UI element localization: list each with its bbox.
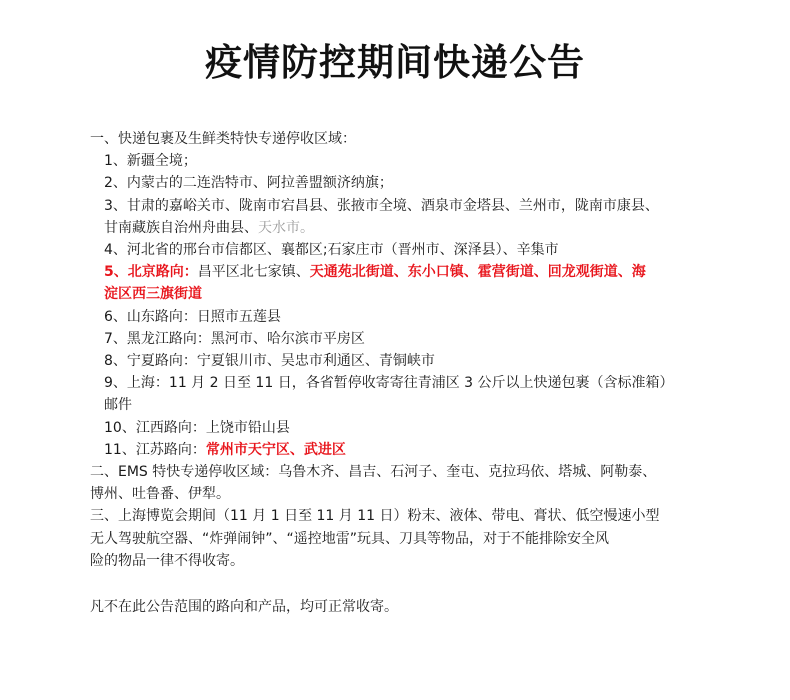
list-item [90, 372, 710, 416]
section3-line: 险的物品一律不得收寄。 [90, 552, 244, 569]
section2 [90, 461, 710, 505]
list-item [90, 195, 710, 239]
announcement-body [90, 128, 710, 618]
list-item [90, 439, 710, 461]
page-title: 疫情防控期间快递公告 [205, 41, 585, 84]
faint-text: 天水市。 [258, 219, 314, 236]
section2-line: 博州、吐鲁番、伊犁。 [90, 486, 230, 503]
highlight-text: 5、北京路向： [104, 264, 198, 281]
list-item-text: 甘南藏族自治州舟曲县、 [104, 219, 258, 236]
section1-heading: 一、快递包裹及生鲜类特快专递停收区域： [90, 131, 356, 147]
section3-line: 三、上海博览会期间（11 月 1 日至 11 月 11 日）粉末、液体、带电、膏状、低空慢速小型 [90, 508, 660, 525]
section3 [90, 505, 710, 572]
footer-note: 凡不在此公告范围的路向和产品，均可正常收寄。 [90, 599, 398, 616]
list-item: 4、河北省的邢台市信都区、襄都区;石家庄市（晋州市、深泽县）、辛集市 [104, 242, 559, 259]
list-item-line [104, 261, 710, 283]
highlight-text: 天通苑北街道、东小口镇、霍营街道、回龙观街道、海 [309, 264, 646, 281]
spacer [90, 572, 710, 596]
list-item-line [104, 217, 710, 239]
list-item-line: 9、上海：11 月 2 日至 11 日，各省暂停收寄寄往青浦区 3 公斤以上快递包裹（含标准箱） [104, 375, 674, 392]
highlight-text: 淀区西三旗街道 [104, 286, 202, 303]
list-item [90, 261, 710, 305]
list-item-text: 昌平区北七家镇、 [197, 264, 310, 281]
list-item: 6、山东路向：日照市五莲县 [104, 308, 281, 325]
section2-line: 二、EMS 特快专递停收区域：乌鲁木齐、昌吉、石河子、奎屯、克拉玛依、塔城、阿勒泰、 [90, 464, 657, 481]
list-item: 10、江西路向：上饶市铅山县 [104, 419, 290, 436]
section3-line: 无人驾驶航空器、“炸弹闹钟”、“遥控地雷”玩具、刀具等物品，对于不能排除安全风 [90, 530, 610, 547]
highlight-text: 常州市天宁区、武进区 [205, 441, 346, 458]
list-item-text: 11、江苏路向： [104, 441, 206, 458]
list-item: 7、黑龙江路向：黑河市、哈尔滨市平房区 [104, 330, 365, 347]
list-item: 1、新疆全境； [104, 153, 197, 170]
list-item: 2、内蒙古的二连浩特市、阿拉善盟额济纳旗； [104, 175, 393, 192]
list-item: 8、宁夏路向：宁夏银川市、吴忠市利通区、青铜峡市 [104, 353, 435, 370]
list-item-line: 3、甘肃的嘉峪关市、陇南市宕昌县、张掖市全境、酒泉市金塔县、兰州市，陇南市康县、 [104, 197, 659, 214]
list-item-line: 邮件 [104, 397, 132, 414]
